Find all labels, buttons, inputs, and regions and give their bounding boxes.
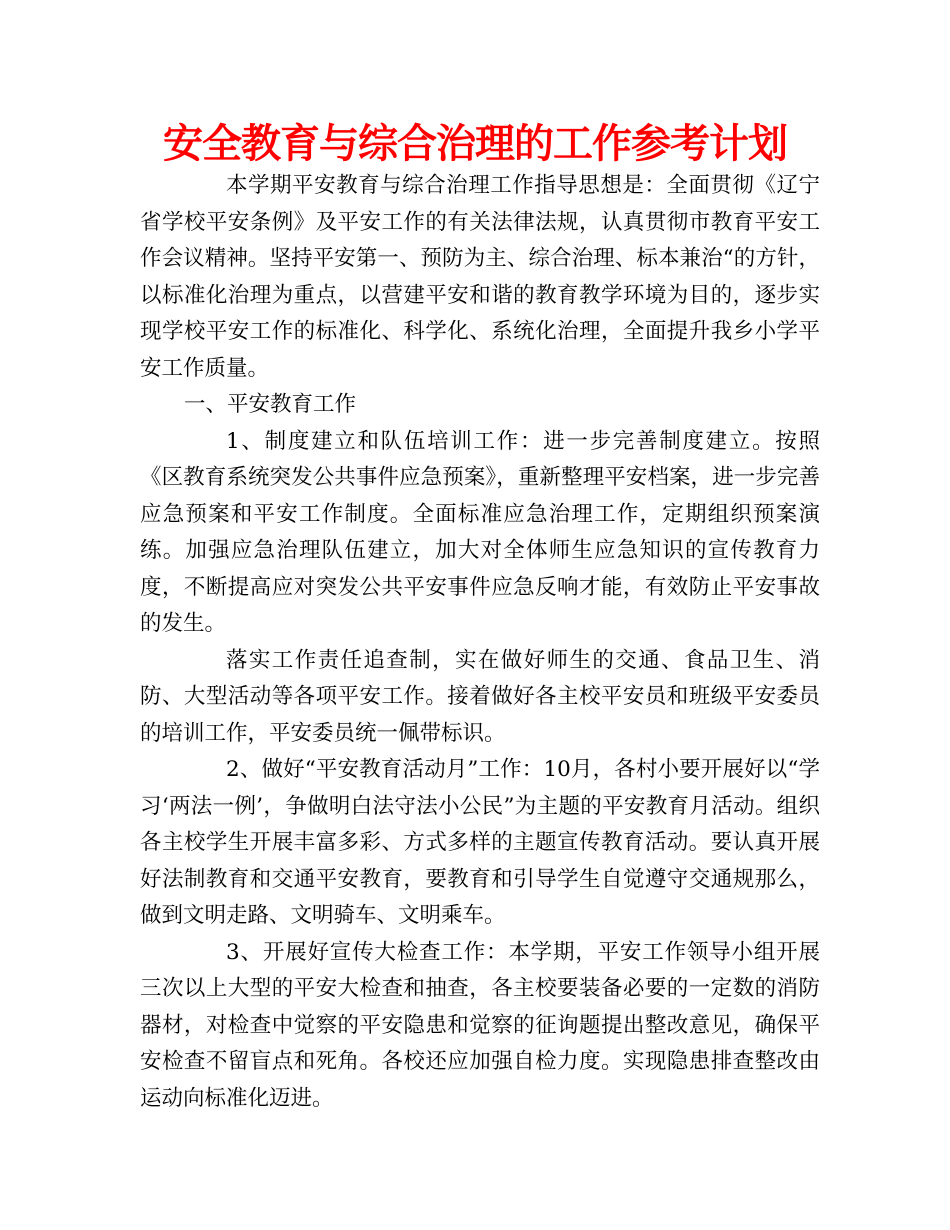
paragraph-guiding-principle: 本学期平安教育与综合治理工作指导思想是：全面贯彻《辽宁省学校平安条例》及平安工作的有关法律法规，认真贯彻市教育平安工作会议精神。坚持平安第一、预防为主、综合治理、标本兼治“的方针，以标准化治理为重点，以营建平安和谐的教育教学环境为目的，逐步实现学校平安工作的标准化、科学化、系统化治理，全面提升我乡小学平安工作质量。 [140,173,820,381]
paragraph-system-and-training: 1、制度建立和队伍培训工作：进一步完善制度建立。按照《区教育系统突发公共事件应急预案》，重新整理平安档案，进一步完善应急预案和平安工作制度。全面标准应急治理工作，定期组织预案演练。加强应急治理队伍建立，加大对全体师生应急知识的宣传教育力度，不断提高应对突发公共平安事件应急反响才能，有效防止平安事故的发生。 [140,428,820,636]
section-heading-safety-education: 一、平安教育工作 [184,392,357,417]
document-body [140,168,820,1117]
paragraph-responsibility: 落实工作责任追查制，实在做好师生的交通、食品卫生、消防、大型活动等各项平安工作。接着做好各主校平安员和班级平安委员的培训工作，平安委员统一佩带标识。 [140,647,820,746]
document-title: 安全教育与综合治理的工作参考计划 [163,121,787,167]
paragraph-education-month: 2、做好“平安教育活动月”工作：10月，各村小要开展好以“学习‘两法一例’，争做明白法守法小公民”为主题的平安教育月活动。组织各主校学生开展丰富多彩、方式多样的主题宣传教育活动。要认真开展好法制教育和交通平安教育，要教育和引导学生自觉遵守交通规那么，做到文明走路、文明骑车、文明乘车。 [140,757,820,928]
paragraph-inspection: 3、开展好宣传大检查工作：本学期，平安工作领导小组开展三次以上大型的平安大检查和抽查，各主校要装备必要的一定数的消防器材，对检查中觉察的平安隐患和觉察的征询题提出整改意见，确保平安检查不留盲点和死角。各校还应加强自检力度。实现隐患排查整改由运动向标准化迈进。 [140,939,820,1111]
